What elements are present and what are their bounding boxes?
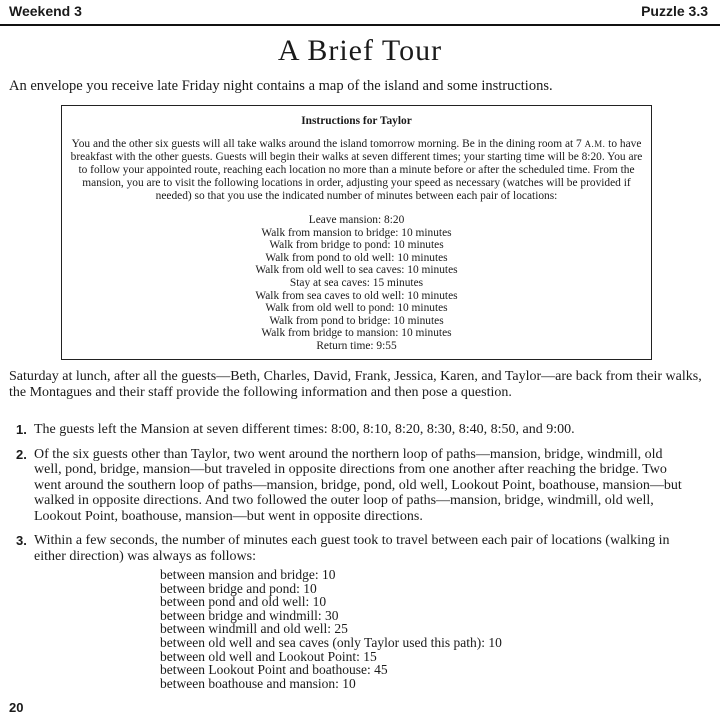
schedule-item: Return time: 9:55 (316, 339, 397, 352)
page-number: 20 (9, 700, 24, 715)
intro-text: An envelope you receive late Friday night contains a map of the island and some instructions. (9, 78, 553, 94)
fact-item (0, 533, 690, 564)
instructions-box (61, 105, 652, 360)
fact-text: The guests left the Mansion at seven different times: 8:00, 8:10, 8:20, 8:30, 8:40, 8:50, and 9:00. (34, 422, 575, 437)
fact-number: 3. (16, 533, 27, 548)
schedule-item: Leave mansion: 8:20 (308, 214, 405, 226)
schedule-item: Walk from pond to old well: 10 minutes (265, 251, 448, 264)
travel-time-item: between Lookout Point and boathouse: 45 (160, 662, 388, 678)
instructions-text-a: You and the other six guests will all take walks around the island tomorrow morning. Be in the dining room at 7 (71, 138, 585, 150)
instructions-text-b: to have breakfast with the other guests. Guests will begin their walks at seven different times; your starting time will be 8:20. You are to follow your appointed route, reaching each location no more than a minute before or after the scheduled time. From the mansion, you are to visit the following locations in order, adjusting your speed as necessary (watches will be provided if needed) so that you use the indicated number of minutes between each pair of locations: (70, 138, 643, 202)
travel-time-item: between mansion and bridge: 10 (160, 567, 336, 582)
fact-text: Of the six guests other than Taylor, two went around the northern loop of paths—mansion, bridge, windmill, old well, pond, bridge, mansion—but traveled in opposite directions from one another after reaching the bridge. Two went around the southern loop of paths—mansion, bridge, pond, old well, Lookout Point, boathouse, mansion—but walked in opposite directions. And two followed the outer loop of paths—mansion, bridge, windmill, old well, Lookout Point, boathouse, mansion—but went in opposite directions. (34, 446, 682, 524)
page-header (0, 0, 720, 26)
instructions-paragraph (62, 138, 651, 203)
fact-text: Within a few seconds, the number of minutes each guest took to travel between each pair of locations (walking in either direction) was always as follows: (34, 533, 670, 564)
page-title: A Brief Tour (277, 34, 443, 67)
fact-item (0, 447, 690, 525)
fact-number: 2. (16, 446, 27, 462)
instructions-heading: Instructions for Taylor (301, 115, 412, 127)
travel-time-item: between bridge and windmill: 30 (160, 607, 339, 623)
schedule-item: Stay at sea caves: 15 minutes (289, 276, 424, 289)
schedule-item: Walk from old well to pond: 10 minutes (265, 302, 448, 315)
schedule-list (62, 214, 651, 353)
schedule-item: Walk from sea caves to old well: 10 minutes (255, 289, 458, 302)
fact-number: 1. (16, 422, 27, 437)
travel-time-item: between boathouse and mansion: 10 (160, 675, 356, 691)
instructions-am: A.M. (584, 139, 606, 149)
travel-time-item: between windmill and old well: 25 (160, 621, 348, 637)
travel-time-item: between pond and old well: 10 (160, 594, 327, 610)
schedule-item: Walk from pond to bridge: 10 minutes (269, 314, 444, 327)
schedule-item: Walk from bridge to mansion: 10 minutes (261, 327, 452, 340)
schedule-item: Walk from old well to sea caves: 10 minutes (255, 264, 458, 277)
fact-item (0, 422, 690, 438)
schedule-item: Walk from bridge to pond: 10 minutes (269, 239, 444, 252)
facts-list (0, 422, 690, 573)
travel-times-list (160, 568, 700, 690)
travel-time-item: between old well and sea caves (only Taylor used this path): 10 (160, 634, 502, 650)
travel-time-item: between old well and Lookout Point: 15 (160, 648, 377, 664)
header-puzzle: Puzzle 3.3 (641, 3, 708, 19)
header-weekend: Weekend 3 (9, 3, 82, 19)
travel-time-item: between bridge and pond: 10 (160, 580, 317, 596)
schedule-item: Walk from mansion to bridge: 10 minutes (261, 226, 452, 239)
saturday-paragraph: Saturday at lunch, after all the guests—Beth, Charles, David, Frank, Jessica, Karen, and Taylor—are back from their walks, the Montagues and their staff provide the following information and then pose a question. (9, 369, 702, 400)
